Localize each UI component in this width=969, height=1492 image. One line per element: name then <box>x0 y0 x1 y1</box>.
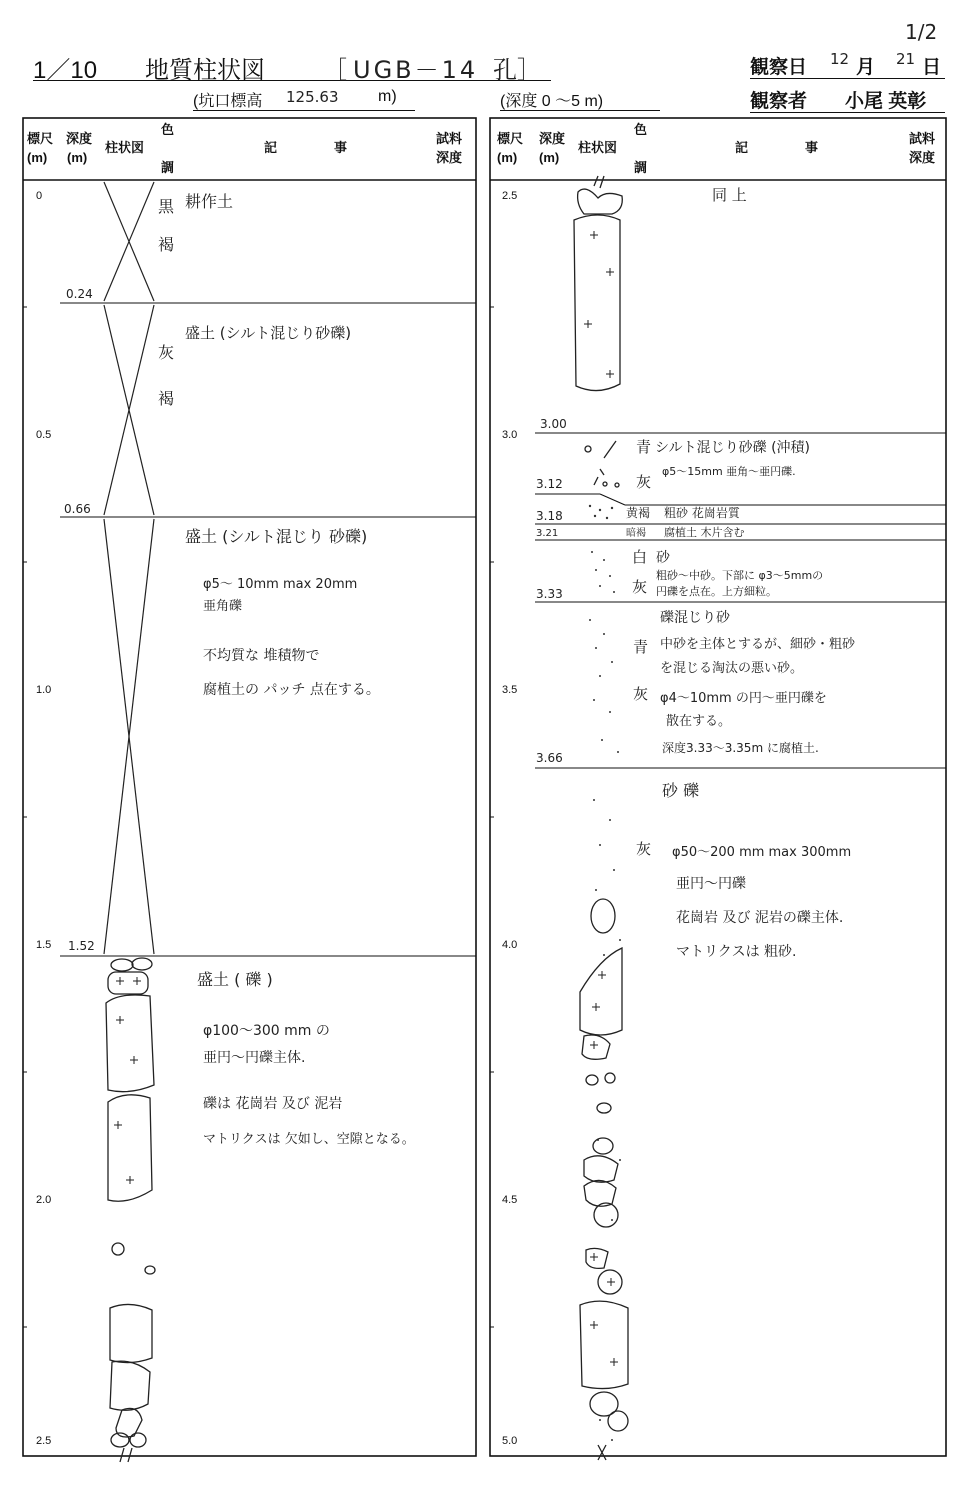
right-note-gravelly-sand-1: 中砂を主体とするが、細砂・粗砂 <box>660 637 856 652</box>
left-note-fill-3-shape: 亜円～円礫主体. <box>203 1050 306 1066</box>
left-boundary-024: 0.24 <box>66 287 93 301</box>
right-col-color-2: 調 <box>634 160 648 175</box>
left-note-cultivated-soil: 耕作土 <box>185 192 234 211</box>
right-note-coarse-sand: 粗砂 花崗岩質 <box>664 506 740 520</box>
right-note-humus: 腐植土 木片含む <box>664 526 745 539</box>
right-color-blue-1: 青 <box>636 438 652 456</box>
right-col-scale-unit: (m) <box>497 150 518 165</box>
right-col-scale: 標尺 <box>497 131 524 146</box>
right-col-sample-1: 試料 <box>909 131 936 146</box>
left-gravel-clasts <box>106 958 155 1462</box>
right-log-pattern <box>574 176 622 487</box>
right-scale-45: 4.5 <box>502 1194 518 1206</box>
right-panel-frame <box>490 118 946 1456</box>
right-clast-marks-top <box>584 231 614 378</box>
right-note-gravelly-sand-3: φ4～10mm の円～亜円礫を <box>660 691 827 706</box>
left-note-fill-3-matrix: マトリクスは 欠如し、空隙となる。 <box>203 1132 415 1147</box>
left-note-fill-1: 盛土 (シルト混じり砂礫) <box>185 324 352 342</box>
left-col-color-1: 色 <box>161 122 175 137</box>
left-scale-15: 1.5 <box>36 939 52 951</box>
left-scale-10: 1.0 <box>36 684 52 696</box>
right-note-gravelly-sand-title: 礫混じり砂 <box>660 610 730 626</box>
right-scale-40: 4.0 <box>502 939 518 951</box>
left-note-fill-2-size: φ5～ 10mm max 20mm <box>203 577 358 592</box>
right-note-sandy-gravel-matrix: マトリクスは 粗砂. <box>676 944 797 960</box>
right-color-gray-4: 灰 <box>636 840 652 858</box>
left-scale-25: 2.5 <box>36 1435 52 1447</box>
elevation-label: (坑口標高 <box>193 93 263 110</box>
right-note-sandy-gravel-title: 砂 礫 <box>662 781 700 800</box>
left-boundary-152: 1.52 <box>68 939 95 953</box>
left-note-fill-2-desc-1: 不均質な 堆積物で <box>203 648 320 664</box>
left-boundary-066: 0.66 <box>64 502 91 516</box>
elevation-unit: m) <box>378 88 397 105</box>
right-col-notes-2: 事 <box>805 140 819 155</box>
right-boundary-321: 3.21 <box>536 528 559 539</box>
right-scale-30: 3.0 <box>502 429 518 441</box>
left-col-scale-unit: (m) <box>27 150 48 165</box>
right-boundary-333: 3.33 <box>536 587 563 601</box>
right-panel <box>490 118 946 1460</box>
right-col-depth-unit: (m) <box>539 150 560 165</box>
month-unit: 月 <box>856 57 876 78</box>
left-color-brown-2: 褐 <box>158 389 175 408</box>
left-note-fill-2-desc-2: 腐植土の パッチ 点在する。 <box>203 682 380 698</box>
right-boundaries <box>535 433 946 768</box>
right-boundary-318: 3.18 <box>536 509 563 523</box>
left-note-fill-2-title: 盛土 (シルト混じり 砂礫) <box>185 527 368 546</box>
day-unit: 日 <box>922 57 942 78</box>
right-note-sandy-gravel-shape: 亜円～円礫 <box>676 876 746 892</box>
right-color-blue-2: 青 <box>633 638 649 656</box>
right-clast-marks-bottom <box>590 971 618 1366</box>
left-color-black: 黒 <box>158 197 175 216</box>
right-note-sandy-gravel-rock: 花崗岩 及び 泥岩の礫主体. <box>676 910 844 926</box>
right-color-gray-3: 灰 <box>633 685 649 703</box>
left-col-sample-2: 深度 <box>436 150 463 165</box>
page-title: 地質柱状図 <box>145 57 265 84</box>
observation-month: 12 <box>830 50 850 68</box>
right-note-same-as-above: 同 上 <box>712 186 747 204</box>
right-note-gravelly-sand-5: 深度3.33～3.35m に腐植土. <box>662 741 819 755</box>
right-color-white: 白 <box>632 548 648 566</box>
right-col-log: 柱状図 <box>578 140 618 155</box>
left-log-pattern <box>104 182 154 954</box>
right-note-sand-desc-2: 円礫を点在。上方細粒。 <box>656 585 777 598</box>
right-scale-35: 3.5 <box>502 684 518 696</box>
left-boundaries <box>60 303 476 956</box>
right-color-dark-brown: 暗褐 <box>626 528 646 539</box>
left-col-depth-unit: (m) <box>67 150 88 165</box>
borehole-id: UGB－14 <box>353 56 479 84</box>
right-col-notes-1: 記 <box>735 140 749 155</box>
right-col-depth: 深度 <box>539 131 566 146</box>
left-scale-0: 0 <box>36 190 43 202</box>
right-boundary-300: 3.00 <box>540 417 567 431</box>
right-col-color-1: 色 <box>634 122 648 137</box>
right-scale-25: 2.5 <box>502 190 518 202</box>
observation-day: 21 <box>896 50 916 68</box>
left-col-scale: 標尺 <box>27 131 54 146</box>
left-col-color-2: 調 <box>161 160 175 175</box>
right-col-sample-2: 深度 <box>909 150 936 165</box>
left-col-log: 柱状図 <box>105 140 145 155</box>
borehole-open-bracket: ［ <box>323 56 347 84</box>
depth-range: (深度 0 ～5 m) <box>500 88 660 111</box>
right-note-sandy-gravel-size: φ50～200 mm max 300mm <box>672 845 852 860</box>
right-note-silty-gravel-size: φ5～15mm 亜角～亜円礫. <box>662 465 796 478</box>
observer-name: 小尾 英彰 <box>845 91 927 112</box>
scale-ratio: 1／10 <box>33 57 98 84</box>
left-color-brown: 褐 <box>158 235 175 254</box>
left-color-gray: 灰 <box>158 343 175 362</box>
page-number: 1/2 <box>905 20 938 44</box>
left-col-notes-2: 事 <box>334 140 348 155</box>
right-color-yellow-brown: 黄褐 <box>626 506 651 520</box>
elevation-value: 125.63 <box>286 88 339 106</box>
left-scale-20: 2.0 <box>36 1194 52 1206</box>
right-gravel-clasts <box>580 899 628 1460</box>
right-note-gravelly-sand-4: 散在する。 <box>666 714 732 729</box>
right-note-silty-gravel: シルト混じり砂礫 (沖積) <box>655 440 811 456</box>
left-clast-marks <box>114 977 141 1184</box>
right-color-gray-2: 灰 <box>632 578 648 596</box>
left-note-fill-3-size: φ100～300 mm の <box>203 1023 330 1039</box>
observer-label: 観察者 <box>750 91 808 112</box>
left-col-sample-1: 試料 <box>436 131 463 146</box>
left-col-depth: 深度 <box>66 131 93 146</box>
right-note-gravelly-sand-2: を混じる淘汰の悪い砂。 <box>660 661 804 676</box>
right-note-sand-title: 砂 <box>656 550 670 566</box>
observation-date-label: 観察日 <box>750 57 808 78</box>
right-boundary-366: 3.66 <box>536 751 563 765</box>
right-color-gray-1: 灰 <box>636 473 652 491</box>
left-col-notes-1: 記 <box>264 140 278 155</box>
left-scale-05: 0.5 <box>36 429 52 441</box>
right-boundary-312: 3.12 <box>536 477 563 491</box>
right-scale-50: 5.0 <box>502 1435 518 1447</box>
left-note-fill-3-title: 盛土 ( 礫 ) <box>197 970 273 989</box>
left-note-fill-3-rock: 礫は 花崗岩 及び 泥岩 <box>203 1096 343 1112</box>
right-note-sand-desc-1: 粗砂～中砂。下部に φ3～5mmの <box>656 569 824 582</box>
borehole-suffix: 孔］ <box>493 56 541 84</box>
left-panel <box>23 118 476 1462</box>
left-panel-frame <box>23 118 476 1456</box>
left-note-fill-2-shape: 亜角礫 <box>203 599 243 614</box>
